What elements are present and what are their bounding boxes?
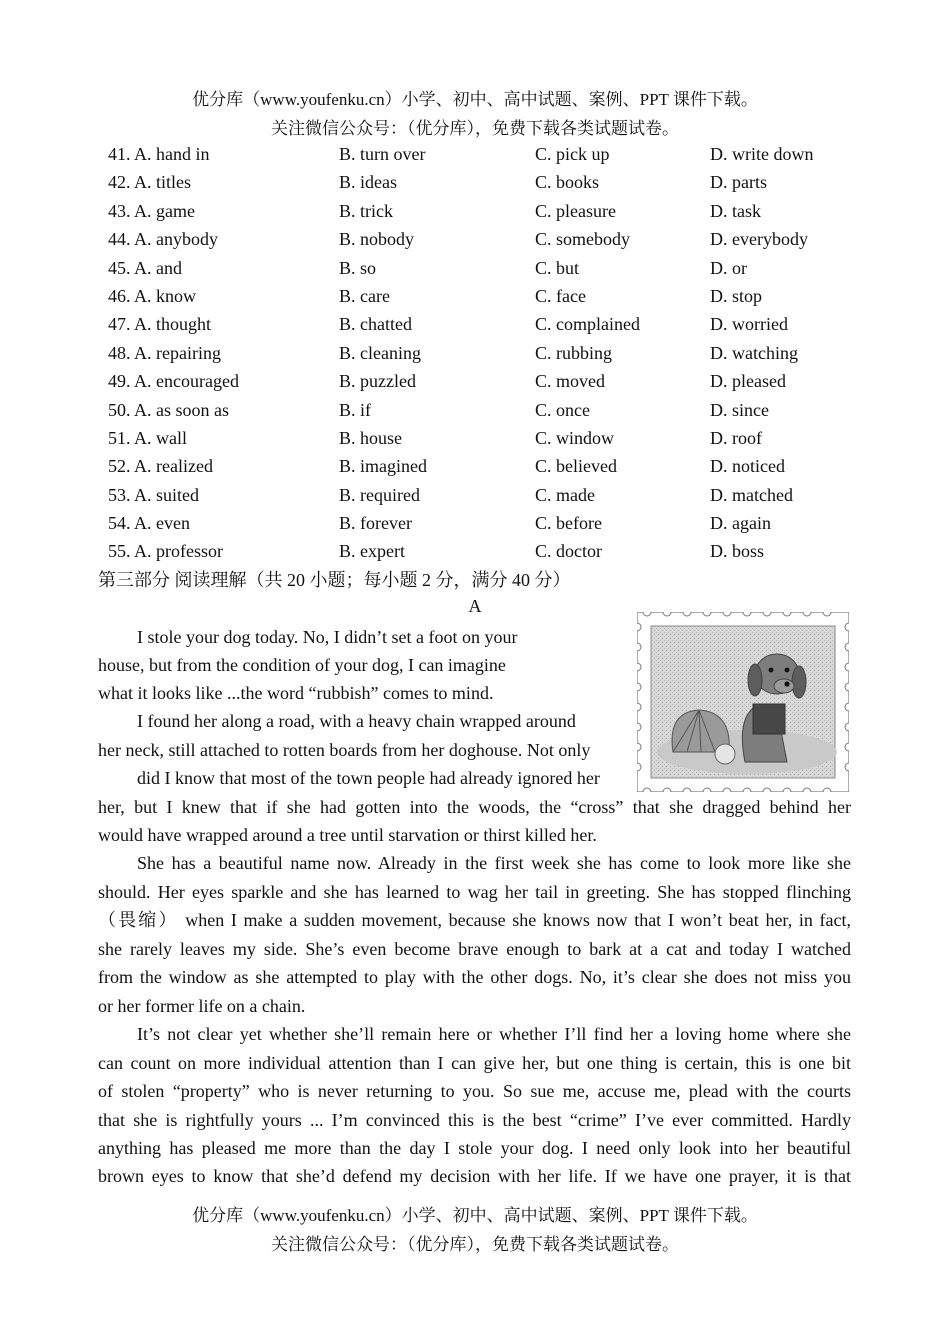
- option-c: C. rubbing: [535, 342, 613, 363]
- option-c: C. pleasure: [535, 200, 616, 221]
- dog-stamp-image: [637, 612, 849, 792]
- passage-line: did I know that most of the town people had already ignored her: [137, 768, 600, 788]
- passage-line: （畏缩） when I make a sudden movement, because she knows now that I won’t beat her, in fact,: [98, 910, 851, 930]
- passage-line: house, but from the condition of your dog, I can imagine: [98, 655, 506, 675]
- footer-line-2: 关注微信公众号：（优分库），免费下载各类试题试卷。: [271, 1235, 679, 1254]
- option-c: C. somebody: [535, 229, 631, 250]
- option-d: D. parts: [710, 172, 767, 193]
- option-d: D. worried: [710, 314, 788, 335]
- option-d: D. boss: [710, 541, 765, 562]
- passage-line: should. Her eyes sparkle and she has learned to wag her tail in greeting. She has stopped flinching: [98, 882, 851, 902]
- option-b: B. chatted: [339, 314, 412, 335]
- passage-line: her neck, still attached to rotten boards from her doghouse. Not only: [98, 740, 591, 760]
- option-c: C. believed: [535, 456, 617, 477]
- option-d: D. stop: [710, 285, 763, 306]
- option-b: B. nobody: [339, 229, 415, 250]
- option-a: 46. A. know: [108, 285, 197, 306]
- option-b: B. house: [339, 427, 402, 448]
- option-a: 52. A. realized: [108, 456, 213, 477]
- option-c: C. doctor: [535, 541, 602, 562]
- option-d: D. pleased: [710, 371, 786, 392]
- option-d: D. or: [710, 257, 747, 278]
- option-a: 55. A. professor: [108, 541, 223, 562]
- option-a: 54. A. even: [108, 513, 190, 534]
- passage-line: anything has pleased me more than the day I stole your dog. I need only look into her beautiful: [98, 1138, 851, 1158]
- option-a: 45. A. and: [108, 257, 182, 278]
- header-line-2: 关注微信公众号：（优分库），免费下载各类试题试卷。: [271, 119, 679, 138]
- option-c: C. pick up: [535, 144, 610, 164]
- option-a: 47. A. thought: [108, 314, 212, 335]
- passage-line: It’s not clear yet whether she’ll remain here or whether I’ll find her a loving home where she: [137, 1024, 851, 1044]
- option-d: D. since: [710, 399, 769, 420]
- option-c: C. face: [535, 285, 586, 306]
- option-a: 44. A. anybody: [108, 229, 218, 250]
- option-b: B. imagined: [339, 456, 427, 477]
- option-b: B. puzzled: [339, 371, 416, 392]
- option-c: C. but: [535, 257, 580, 278]
- option-b: B. turn over: [339, 144, 426, 164]
- option-a: 41. A. hand in: [108, 144, 210, 164]
- footer-line-1: 优分库（www.youfenku.cn）小学、初中、高中试题、案例、PPT 课件下载。: [192, 1206, 758, 1225]
- passage-line: what it looks like ...the word “rubbish” comes to mind.: [98, 683, 494, 703]
- option-a: 48. A. repairing: [108, 342, 221, 363]
- passage-line: her, but I knew that if she had gotten into the woods, the “cross” that she dragged behind her: [98, 797, 851, 817]
- option-a: 49. A. encouraged: [108, 371, 239, 392]
- passage-line: or her former life on a chain.: [98, 996, 306, 1016]
- option-c: C. complained: [535, 314, 640, 335]
- option-b: B. ideas: [339, 172, 397, 193]
- option-a: 53. A. suited: [108, 484, 200, 505]
- option-b: B. cleaning: [339, 342, 421, 363]
- option-b: B. required: [339, 484, 420, 505]
- option-a: 42. A. titles: [108, 172, 192, 193]
- option-a: 43. A. game: [108, 200, 195, 221]
- option-c: C. window: [535, 427, 615, 448]
- passage-line: can count on more individual attention than I can give her, but one thing is certain, this is one bit: [98, 1053, 851, 1073]
- option-c: C. moved: [535, 371, 605, 392]
- option-b: B. so: [339, 257, 377, 278]
- option-c: C. books: [535, 172, 600, 193]
- option-b: B. if: [339, 399, 372, 420]
- option-c: C. before: [535, 513, 602, 534]
- passage-line: of stolen “property” who is never returning to you. So sue me, accuse me, plead with the courts: [98, 1081, 851, 1101]
- option-d: D. watching: [710, 342, 798, 363]
- passage-line: from the window as she attempted to play with the other dogs. No, it’s clear she does not miss you: [98, 967, 851, 987]
- option-c: C. once: [535, 399, 590, 420]
- option-d: D. matched: [710, 484, 793, 505]
- option-b: B. trick: [339, 200, 393, 221]
- passage-label: A: [468, 596, 482, 616]
- option-c: C. made: [535, 484, 595, 505]
- option-d: D. everybody: [710, 229, 808, 250]
- option-b: B. forever: [339, 513, 412, 534]
- option-b: B. expert: [339, 541, 405, 562]
- section-title: 第三部分 阅读理解（共 20 小题；每小题 2 分，满分 40 分）: [98, 570, 571, 590]
- option-d: D. roof: [710, 427, 762, 448]
- option-d: D. noticed: [710, 456, 785, 477]
- passage-line: would have wrapped around a tree until starvation or thirst killed her.: [98, 825, 597, 845]
- passage-line: She has a beautiful name now. Already in the first week she has come to look more like she: [137, 853, 851, 873]
- option-d: D. write down: [710, 144, 814, 164]
- passage-line: she rarely leaves my side. She’s even become brave enough to bark at a cat and today I watched: [98, 939, 851, 959]
- header-line-1: 优分库（www.youfenku.cn）小学、初中、高中试题、案例、PPT 课件下载。: [192, 90, 758, 109]
- passage-line: I found her along a road, with a heavy chain wrapped around: [137, 711, 576, 731]
- passage-line: brown eyes to know that she’d defend my decision with her life. If we have one prayer, it is that: [98, 1166, 851, 1186]
- option-d: D. task: [710, 200, 761, 221]
- option-b: B. care: [339, 285, 390, 306]
- option-a: 50. A. as soon as: [108, 399, 229, 420]
- passage-line: that she is rightfully yours ... I’m convinced this is the best “crime” I’ve ever committed. Hardly: [98, 1110, 851, 1130]
- option-a: 51. A. wall: [108, 427, 187, 448]
- option-d: D. again: [710, 513, 771, 534]
- passage-line: I stole your dog today. No, I didn’t set a foot on your: [137, 627, 518, 647]
